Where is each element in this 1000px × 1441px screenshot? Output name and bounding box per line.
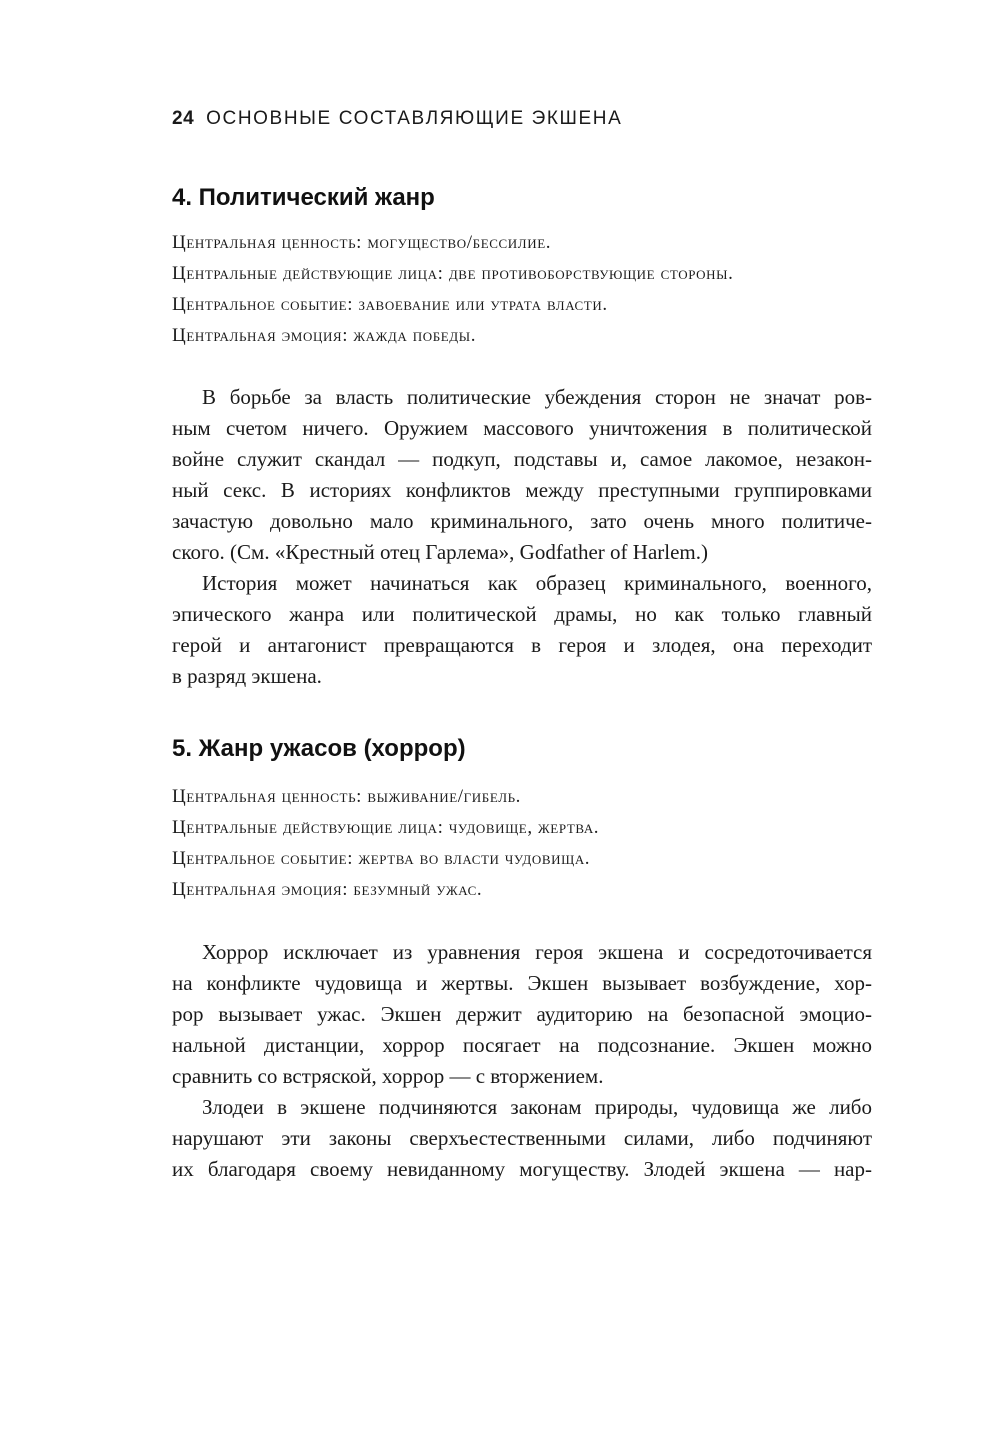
section-body <box>172 937 872 1185</box>
section-title: 5. Жанр ужасов (хоррор) <box>172 735 466 762</box>
text-line: ный секс. В историях конфликтов между преступными группировками <box>172 478 872 502</box>
text-line: на конфликте чудовища и жертвы. Экшен вызывает возбуждение, хор- <box>172 971 872 995</box>
summary-line: Центральная эмоция: безумный ужас. <box>172 879 483 900</box>
paragraph <box>172 1092 872 1185</box>
text-line: герой и антагонист превращаются в героя и злодея, она переходит <box>172 633 872 657</box>
page-number: 24 <box>172 108 195 129</box>
text-line: их благодаря своему невиданному могуществу. Злодей экшена — нар- <box>172 1157 872 1181</box>
running-header <box>172 108 622 130</box>
text-line: рор вызывает ужас. Экшен держит аудиторию на безопасной эмоцио- <box>172 1002 872 1026</box>
section-body <box>172 382 872 692</box>
text-line: нальной дистанции, хоррор посягает на подсознание. Экшен можно <box>172 1033 872 1057</box>
text-line: в разряд экшена. <box>172 664 322 688</box>
genre-summary <box>172 227 872 351</box>
summary-line: Центральные действующие лица: чудовище, жертва. <box>172 817 600 838</box>
text-line: Злодеи в экшене подчиняются законам природы, чудовища же либо <box>202 1095 872 1119</box>
paragraph <box>172 937 872 1092</box>
summary-line: Центральная ценность: выживание/гибель. <box>172 786 522 807</box>
text-line: сравнить со встряской, хоррор — с вторжением. <box>172 1064 604 1088</box>
text-line: нарушают эти законы сверхъестественными силами, либо подчиняют <box>172 1126 872 1150</box>
paragraph <box>172 382 872 568</box>
summary-line: Центральное событие: жертва во власти чудовища. <box>172 848 591 869</box>
text-line: В борьбе за власть политические убеждения сторон не значат ров- <box>202 385 872 409</box>
text-line: войне служит скандал — подкуп, подставы и, самое лакомое, незакон- <box>172 447 872 471</box>
running-title: ОСНОВНЫЕ СОСТАВЛЯЮЩИЕ ЭКШЕНА <box>206 108 623 129</box>
text-line: Хоррор исключает из уравнения героя экшена и сосредоточивается <box>202 940 872 964</box>
paragraph <box>172 568 872 692</box>
text-line: эпического жанра или политической драмы, но как только главный <box>172 602 872 626</box>
text-line: ным счетом ничего. Оружием массового уничтожения в политической <box>172 416 872 440</box>
text-line: История может начинаться как образец криминального, военного, <box>202 571 872 595</box>
summary-line: Центральные действующие лица: две противоборствующие стороны. <box>172 263 734 284</box>
summary-line: Центральная эмоция: жажда победы. <box>172 325 477 346</box>
section-title: 4. Политический жанр <box>172 184 435 211</box>
summary-line: Центральное событие: завоевание или утрата власти. <box>172 294 608 315</box>
summary-line: Центральная ценность: могущество/бессилие. <box>172 232 552 253</box>
text-line: зачастую довольно мало криминального, зато очень много политиче- <box>172 509 872 533</box>
genre-summary <box>172 781 872 905</box>
text-line: ского. (См. «Крестный отец Гарлема», Godfather of Harlem.) <box>172 540 708 564</box>
